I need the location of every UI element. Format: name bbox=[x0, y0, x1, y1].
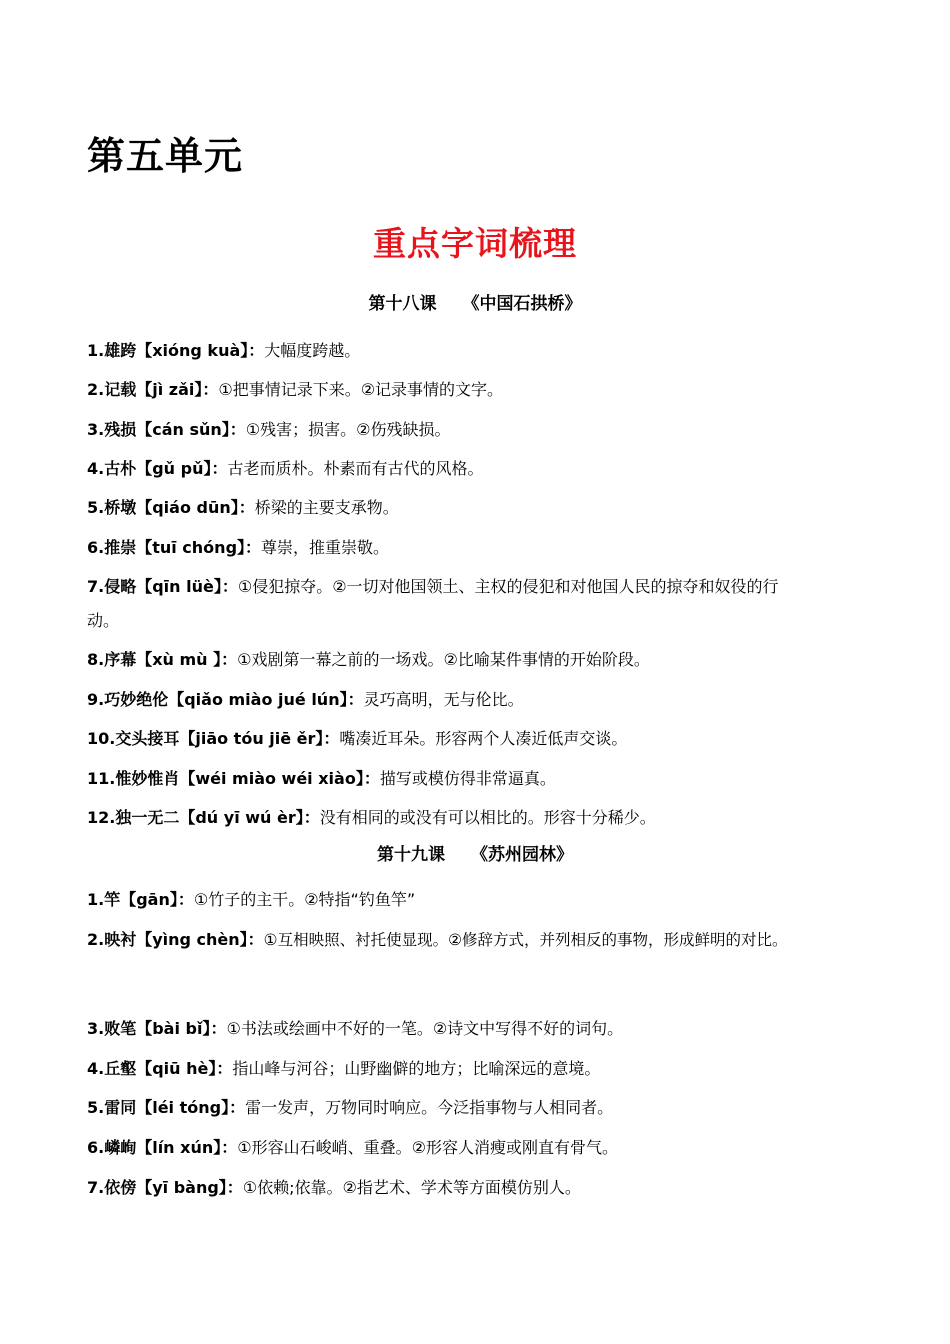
vocab-entry bbox=[87, 531, 887, 565]
vocab-term: 2.映衬【yìng chèn】： bbox=[87, 930, 264, 949]
vocab-entry bbox=[87, 722, 887, 756]
lesson-18-name: 《中国石拱桥》 bbox=[462, 294, 582, 314]
vocab-term: 4.丘壑【qiū hè】： bbox=[87, 1059, 233, 1078]
vocab-definition: ①侵犯掠夺。②一切对他国领土、主权的侵犯和对他国人民的掠夺和奴役的行 bbox=[237, 577, 779, 596]
vocab-definition: 雷一发声，万物同时响应。今泛指事物与人相同者。 bbox=[245, 1098, 614, 1117]
vocab-term: 6.推崇【tuī chóng】： bbox=[87, 538, 262, 557]
vocab-entry bbox=[87, 762, 887, 796]
vocab-entry bbox=[87, 1052, 887, 1086]
vocab-term: 7.依傍【yī bàng】： bbox=[87, 1178, 243, 1197]
vocab-definition: 没有相同的或没有可以相比的。形容十分稀少。 bbox=[319, 808, 656, 827]
unit-title: 第五单元 bbox=[87, 134, 244, 178]
vocab-term: 5.雷同【léi tóng】： bbox=[87, 1098, 246, 1117]
vocab-entry bbox=[87, 1012, 887, 1046]
vocab-term: 4.古朴【gǔ pǔ】： bbox=[87, 459, 228, 478]
vocab-definition: 尊崇，推重崇敬。 bbox=[261, 538, 390, 557]
vocab-definition: 描写或模仿得非常逼真。 bbox=[379, 769, 556, 788]
vocab-term: 11.惟妙惟肖【wéi miào wéi xiào】： bbox=[87, 769, 380, 788]
vocab-definition: 古老而质朴。朴素而有古代的风格。 bbox=[227, 459, 484, 478]
vocab-entry bbox=[87, 1131, 887, 1165]
vocab-term: 8.序幕【xù mù 】： bbox=[87, 650, 238, 669]
vocab-definition: ①竹子的主干。②特指“钓鱼竿” bbox=[193, 890, 416, 909]
vocab-definition: 大幅度跨越。 bbox=[264, 341, 361, 360]
vocab-definition: 桥梁的主要支承物。 bbox=[254, 498, 399, 517]
vocab-definition: ①互相映照、衬托使显现。②修辞方式，并列相反的事物，形成鲜明的对比。 bbox=[263, 931, 788, 949]
vocab-entry bbox=[87, 570, 887, 604]
main-title: 重点字词梳理 bbox=[373, 224, 577, 263]
vocab-entry bbox=[87, 923, 887, 957]
vocab-term: 7.侵略【qīn lüè】： bbox=[87, 577, 238, 596]
vocab-term: 9.巧妙绝伦【qiǎo miào jué lún】： bbox=[87, 690, 364, 709]
vocab-definition: ①依赖;依靠。②指艺术、学术等方面模仿别人。 bbox=[242, 1178, 581, 1197]
vocab-entry bbox=[87, 1171, 887, 1205]
vocab-entry-continuation bbox=[87, 604, 887, 638]
vocab-definition: ①把事情记录下来。②记录事情的文字。 bbox=[218, 380, 504, 399]
vocab-entry bbox=[87, 1091, 887, 1125]
vocab-term: 1.雄跨【xióng kuà】： bbox=[87, 341, 265, 360]
vocab-entry bbox=[87, 373, 887, 407]
vocab-entry bbox=[87, 491, 887, 525]
vocab-entry bbox=[87, 683, 887, 717]
vocab-term: 3.残损【cán sǔn】： bbox=[87, 420, 246, 439]
vocab-entry bbox=[87, 883, 887, 917]
vocab-entry bbox=[87, 413, 887, 447]
vocab-definition: ①形容山石峻峭、重叠。②形容人消瘦或刚直有骨气。 bbox=[237, 1138, 618, 1157]
vocab-term: 2.记载【jì zǎi】： bbox=[87, 380, 219, 399]
lesson-19-number: 第十九课 bbox=[377, 845, 445, 865]
vocab-definition: ①残害；损害。②伤残缺损。 bbox=[245, 420, 451, 439]
vocab-entry bbox=[87, 801, 887, 835]
lesson-19-name: 《苏州园林》 bbox=[471, 845, 573, 865]
vocab-entry bbox=[87, 334, 887, 368]
lesson-18-title bbox=[0, 292, 950, 316]
vocab-term: 10.交头接耳【jiāo tóu jiē ěr】： bbox=[87, 729, 340, 748]
vocab-definition: 指山峰与河谷；山野幽僻的地方；比喻深远的意境。 bbox=[232, 1059, 601, 1078]
vocab-term: 6.嶙峋【lín xún】： bbox=[87, 1138, 238, 1157]
vocab-definition: ①戏剧第一幕之前的一场戏。②比喻某件事情的开始阶段。 bbox=[237, 650, 650, 669]
vocab-entry bbox=[87, 643, 887, 677]
vocab-term: 3.败笔【bài bǐ】： bbox=[87, 1019, 227, 1038]
vocab-definition: 灵巧高明，无与伦比。 bbox=[363, 690, 524, 709]
vocab-definition: ①书法或绘画中不好的一笔。②诗文中写得不好的词句。 bbox=[226, 1019, 624, 1038]
vocab-definition: 嘴凑近耳朵。形容两个人凑近低声交谈。 bbox=[339, 729, 628, 748]
vocab-term: 5.桥墩【qiáo dūn】： bbox=[87, 498, 255, 517]
lesson-19-title bbox=[0, 843, 950, 867]
vocab-entry bbox=[87, 452, 887, 486]
vocab-term: 12.独一无二【dú yī wú èr】： bbox=[87, 808, 320, 827]
vocab-definition: 动。 bbox=[87, 611, 120, 630]
vocab-term: 1.竿【gān】： bbox=[87, 890, 194, 909]
lesson-18-number: 第十八课 bbox=[368, 294, 437, 314]
